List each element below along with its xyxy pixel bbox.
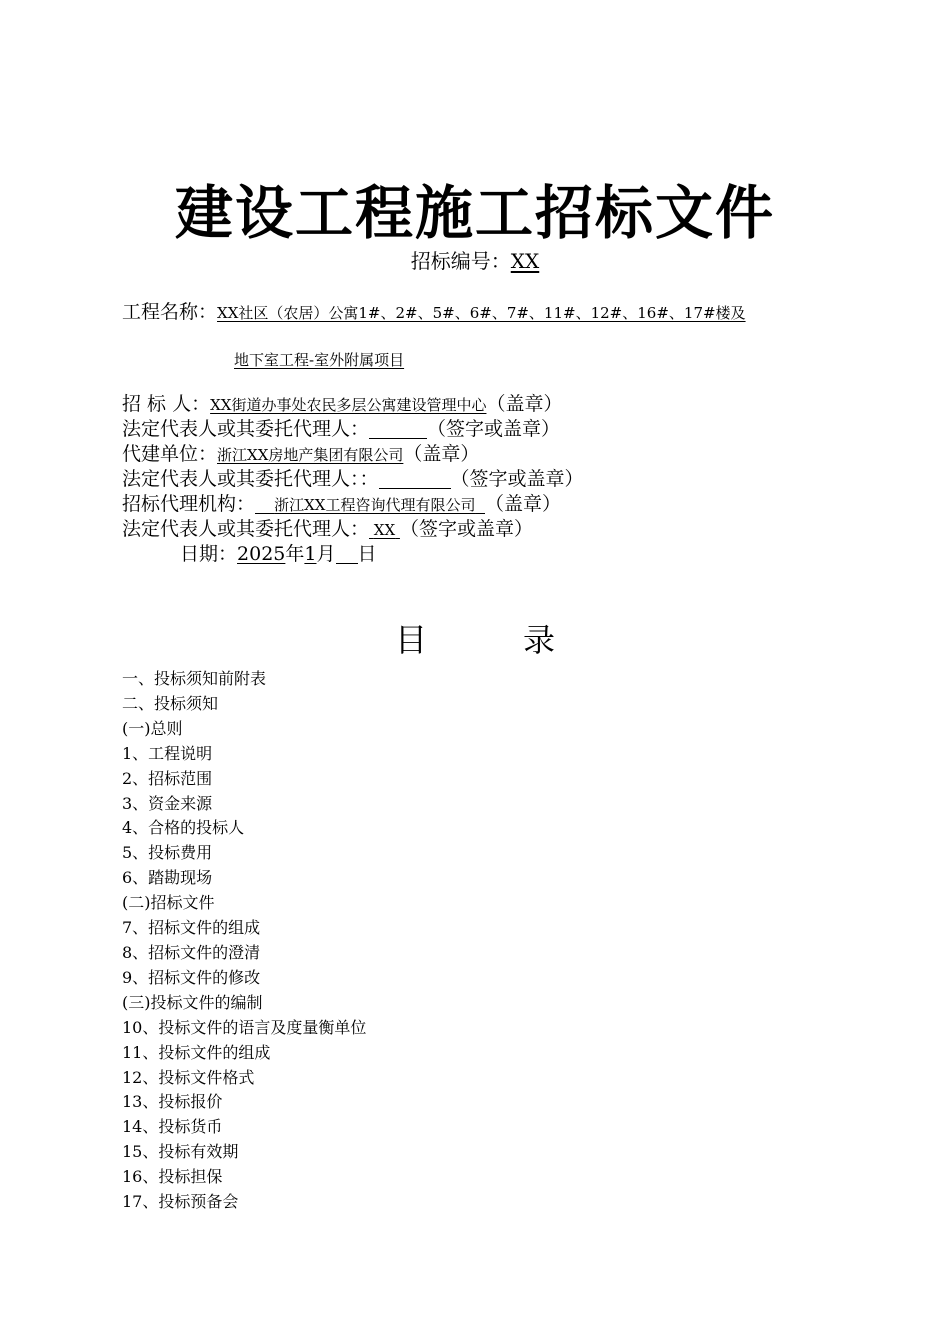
agency-rep-value-text: XX: [373, 521, 396, 539]
project-name-line2: 地下室工程-室外附属项目: [234, 351, 405, 369]
bid-number-label: 招标编号：: [410, 249, 511, 273]
toc-item: 2、招标范围: [122, 768, 213, 788]
agency-row: [122, 492, 584, 517]
date-year-unit: 年: [285, 543, 305, 565]
tenderer-rep-sign: （签字或盖章）: [427, 418, 561, 440]
bid-number-value: XX: [510, 249, 540, 273]
toc-item: 3、资金来源: [122, 793, 213, 813]
date-day-blank: [336, 543, 358, 564]
date-month-unit: 月: [316, 543, 336, 565]
toc-item: 二、投标须知: [122, 693, 219, 713]
toc-item: 6、踏勘现场: [122, 868, 213, 888]
agent-build-label: 代建单位：: [122, 443, 218, 465]
toc-item: 10、投标文件的语言及度量衡单位: [122, 1017, 367, 1037]
tenderer-row: [122, 392, 584, 417]
toc-item: 1、工程说明: [122, 743, 213, 763]
toc-item: 5、投标费用: [122, 843, 213, 863]
tenderer-seal: （盖章）: [486, 393, 563, 415]
toc-item: 9、招标文件的修改: [122, 967, 261, 987]
agency-label: 招标代理机构：: [122, 493, 256, 515]
toc-item: 15、投标有效期: [122, 1142, 239, 1162]
agent-build-rep-label: 法定代表人或其委托代理人：：: [122, 468, 379, 490]
toc-item: (一)总则: [122, 718, 183, 738]
toc-item: 4、合格的投标人: [122, 818, 245, 838]
agent-build-value: 浙江XX房地产集团有限公司: [217, 446, 404, 464]
toc-item: 7、招标文件的组成: [122, 918, 261, 938]
agent-build-rep-sign: （签字或盖章）: [450, 468, 584, 490]
agency-rep-value: [369, 521, 400, 539]
toc-title: 目 录: [394, 621, 555, 659]
project-name-label: 工程名称：: [122, 301, 218, 323]
date-month: 1: [304, 543, 317, 565]
document-title: 建设工程施工招标文件: [174, 179, 775, 247]
agency-value-text: 浙江XX工程咨询代理有限公司: [274, 496, 476, 514]
agency-rep-label: 法定代表人或其委托代理人：: [122, 518, 370, 540]
tenderer-rep-label: 法定代表人或其委托代理人：: [122, 418, 370, 440]
date-row: [122, 542, 584, 567]
toc-item: (二)招标文件: [122, 893, 215, 913]
toc-item: 14、投标货币: [122, 1117, 223, 1137]
agent-build-seal: （盖章）: [403, 443, 480, 465]
toc-item: 11、投标文件的组成: [122, 1042, 271, 1062]
tenderer-value: XX街道办事处农民多层公寓建设管理中心: [210, 396, 487, 414]
agency-rep-row: [122, 517, 584, 542]
agency-seal: （盖章）: [485, 493, 562, 515]
tenderer-rep-row: [122, 417, 584, 442]
toc-item: 8、招标文件的澄清: [122, 942, 261, 962]
toc-list: [122, 667, 366, 1215]
toc-item: 一、投标须知前附表: [122, 669, 267, 688]
date-label: 日期：: [180, 543, 238, 565]
tenderer-rep-blank: [369, 418, 427, 439]
agency-value: [255, 496, 485, 514]
toc-item: 12、投标文件格式: [122, 1067, 255, 1087]
tenderer-label: 招 标 人：: [122, 393, 211, 415]
toc-item: 13、投标报价: [122, 1092, 223, 1112]
date-year: 2025: [237, 543, 286, 565]
bid-number: [0, 247, 950, 275]
agent-build-rep-blank: [379, 468, 451, 489]
toc-item: 16、投标担保: [122, 1167, 223, 1187]
agency-rep-sign: （签字或盖章）: [399, 518, 533, 540]
project-name: [122, 298, 746, 327]
date-day-unit: 日: [357, 543, 377, 565]
party-info: [122, 392, 584, 567]
toc-item: 17、投标预备会: [122, 1192, 239, 1212]
project-name-line1: XX社区（农居）公寓1#、2#、5#、6#、7#、11#、12#、16#、17#楼及: [217, 304, 746, 322]
agent-build-row: [122, 442, 584, 467]
agent-build-rep-row: [122, 467, 584, 492]
toc-item: (三)投标文件的编制: [122, 992, 263, 1012]
